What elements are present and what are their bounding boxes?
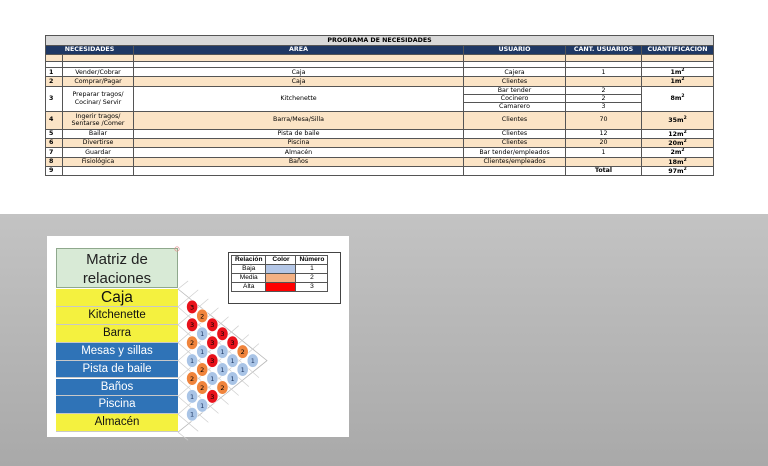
row-number: 5 (46, 129, 63, 138)
necesidad-cell: Ingerir tragos/ Sentarse /Comer (63, 111, 134, 129)
row-number: 2 (46, 77, 63, 86)
relation-bubble-value: 3 (210, 321, 215, 330)
matrix-row-label: Baños (56, 379, 178, 397)
cuantificacion-superscript: 2 (681, 68, 685, 73)
legend-color-swatch (266, 265, 296, 274)
relation-bubble (197, 345, 208, 359)
relation-bubble (217, 363, 228, 377)
legend-numero: 2 (296, 274, 328, 283)
cuantificacion-value: 1m (670, 78, 682, 86)
relation-bubble (187, 372, 198, 386)
legend-relacion: Baja (232, 265, 266, 274)
legend-relacion: Alta (232, 283, 266, 292)
corner-marker-icon (175, 247, 179, 251)
cant-usuarios-cell: 20 (566, 138, 642, 147)
relation-bubble (227, 372, 238, 386)
cant-usuarios-cell: 70 (566, 111, 642, 129)
usuario-cell: Clientes (464, 138, 566, 147)
area-cell: Kitchenette (134, 86, 464, 111)
relation-bubble-value: 1 (190, 357, 195, 365)
legend-color-swatch (266, 283, 296, 292)
row-number: 7 (46, 148, 63, 157)
usuario-cell: Bar tender (464, 86, 566, 94)
relation-bubble (237, 363, 248, 377)
cuantificacion-superscript: 2 (683, 138, 687, 144)
cuantificacion-superscript: 2 (683, 115, 687, 121)
necesidad-cell: Guardar (63, 148, 134, 157)
necesidad-cell: Comprar/Pagar (63, 77, 134, 86)
relation-bubble (187, 390, 198, 404)
usuario-cell: Bar tender/empleados (464, 148, 566, 157)
necesidad-cell: Bailar (63, 129, 134, 138)
necesidad-cell: Preparar tragos/ Cocinar/ Servir (63, 86, 134, 111)
relation-bubble (207, 390, 218, 404)
legend-row (232, 265, 328, 274)
relation-bubble-value: 1 (200, 401, 205, 410)
relation-bubble (197, 309, 208, 323)
relation-bubble-value: 1 (220, 365, 225, 374)
relation-bubble (237, 345, 248, 359)
relation-bubble-value: 3 (190, 321, 195, 330)
cuantificacion-value: 12m (668, 130, 684, 138)
header-cuantificacion: CUANTIFICACION (642, 46, 714, 55)
relation-bubble-value: 1 (250, 357, 255, 365)
relation-bubble-value: 1 (200, 348, 205, 357)
relation-bubble-value: 1 (230, 374, 235, 383)
area-cell: Barra/Mesa/Silla (134, 111, 464, 129)
area-cell: Almacén (134, 148, 464, 157)
matrix-title-text: Matriz de relaciones (82, 251, 152, 287)
matrix-row-label: Pista de baile (56, 361, 178, 379)
usuario-cell: Clientes/empleados (464, 157, 566, 166)
relation-bubble-value: 1 (230, 357, 235, 365)
row-number: 6 (46, 138, 63, 147)
relation-bubble (207, 318, 218, 332)
relation-bubble (187, 408, 198, 422)
cuantificacion-value: 97m (668, 167, 684, 175)
relation-bubble-value: 3 (230, 339, 235, 348)
row-number: 4 (46, 111, 63, 129)
relation-bubble-value: 1 (190, 392, 195, 401)
legend-numero: 3 (296, 283, 328, 292)
legend-header-relacion: Relación (232, 256, 266, 265)
necesidad-cell: Divertirse (63, 138, 134, 147)
matrix-row-label: Caja (56, 289, 178, 307)
cuantificacion-superscript: 2 (681, 77, 685, 83)
relation-bubble-value: 2 (220, 383, 225, 392)
relation-bubble-value: 1 (190, 410, 195, 419)
relation-bubble-value: 3 (210, 339, 215, 348)
matrix-grid-line (178, 432, 188, 440)
legend-header-color: Color (266, 256, 296, 265)
legend-numero: 1 (296, 265, 328, 274)
relation-bubble-value: 3 (190, 303, 195, 312)
cant-usuarios-cell: 12 (566, 129, 642, 138)
relation-bubble (247, 354, 258, 368)
relation-bubble (227, 354, 238, 368)
relation-bubble (207, 354, 218, 368)
cant-usuarios-cell: 2 (566, 94, 642, 102)
relation-bubble (227, 336, 238, 350)
usuario-cell: Clientes (464, 111, 566, 129)
matrix-row-label: Barra (56, 325, 178, 343)
cuantificacion-value: 18m (668, 158, 684, 166)
cant-usuarios-cell: 2 (566, 86, 642, 94)
area-cell: Caja (134, 68, 464, 77)
relation-bubble (217, 345, 228, 359)
row-number: 1 (46, 68, 63, 77)
row-number: 3 (46, 86, 63, 111)
area-cell: Pista de baile (134, 129, 464, 138)
usuario-cell: Clientes (464, 77, 566, 86)
cuantificacion-superscript: 2 (683, 166, 687, 172)
necesidad-cell: Fisiológica (63, 157, 134, 166)
row-number: 9 (46, 166, 63, 175)
relation-bubble-value: 1 (240, 365, 245, 374)
matrix-row-label: Kitchenette (56, 307, 178, 325)
legend-header-numero: Número (296, 256, 328, 265)
usuario-cell: Cajera (464, 68, 566, 77)
row-number: 8 (46, 157, 63, 166)
area-cell: Caja (134, 77, 464, 86)
relation-bubble (197, 363, 208, 377)
relation-bubble (217, 327, 228, 341)
relation-bubble (187, 336, 198, 350)
cuantificacion-superscript: 2 (681, 148, 685, 154)
relation-bubble-value: 3 (220, 330, 225, 339)
legend-row (232, 274, 328, 283)
area-cell: Piscina (134, 138, 464, 147)
legend-color-swatch (266, 274, 296, 283)
relation-bubble (207, 372, 218, 386)
area-cell: Baños (134, 157, 464, 166)
relation-bubble-value: 3 (210, 392, 215, 401)
usuario-cell: Camarero (464, 103, 566, 111)
relation-bubble (187, 354, 198, 368)
relation-bubble-value: 2 (200, 365, 205, 374)
cant-usuarios-cell: 3 (566, 103, 642, 111)
legend-relacion: Media (232, 274, 266, 283)
relation-bubble (197, 399, 208, 413)
header-cant-usuarios: CANT. USUARIOS (566, 46, 642, 55)
relation-bubble-value: 2 (200, 312, 205, 321)
cuantificacion-superscript: 2 (683, 129, 687, 135)
header-area: AREA (134, 46, 464, 55)
necesidad-cell: Vender/Cobrar (63, 68, 134, 77)
relation-bubble-value: 1 (200, 330, 205, 339)
legend-row (232, 283, 328, 292)
cuantificacion-value: 2m (670, 149, 682, 157)
header-usuario: USUARIO (464, 46, 566, 55)
cuantificacion-superscript: 2 (681, 94, 685, 100)
relation-bubble-value: 1 (220, 348, 225, 357)
relation-bubble-value: 3 (210, 357, 215, 365)
cuantificacion-value: 35m (668, 116, 684, 124)
relation-bubble (217, 381, 228, 395)
cuantificacion-superscript: 2 (683, 157, 687, 163)
cuantificacion-value: 1m (670, 69, 682, 77)
cant-usuarios-cell: 1 (566, 68, 642, 77)
relation-bubble-value: 2 (240, 348, 245, 357)
matrix-row-label: Almacén (56, 414, 178, 432)
relation-bubble-value: 2 (200, 383, 205, 392)
relation-bubble-value: 2 (190, 339, 195, 348)
relation-bubble-value: 2 (190, 374, 195, 383)
cuantificacion-value: 20m (668, 139, 684, 147)
relation-bubble (197, 327, 208, 341)
relation-bubble (207, 336, 218, 350)
cant-usuarios-cell: Total (566, 166, 642, 175)
relation-bubble (187, 318, 198, 332)
relation-bubble-value: 1 (210, 374, 215, 383)
header-necesidades: NECESIDADES (46, 46, 134, 55)
matrix-grid-line (178, 281, 188, 289)
usuario-cell: Clientes (464, 129, 566, 138)
relation-bubble (187, 300, 198, 314)
usuario-cell: Cocinero (464, 94, 566, 102)
cuantificacion-value: 8m (670, 95, 682, 103)
table-title: PROGRAMA DE NECESIDADES (46, 36, 714, 46)
relation-bubble (197, 381, 208, 395)
matrix-row-label: Mesas y sillas (56, 343, 178, 361)
legend-table (231, 255, 328, 292)
matrix-row-label: Piscina (56, 396, 178, 414)
cant-usuarios-cell: 1 (566, 148, 642, 157)
